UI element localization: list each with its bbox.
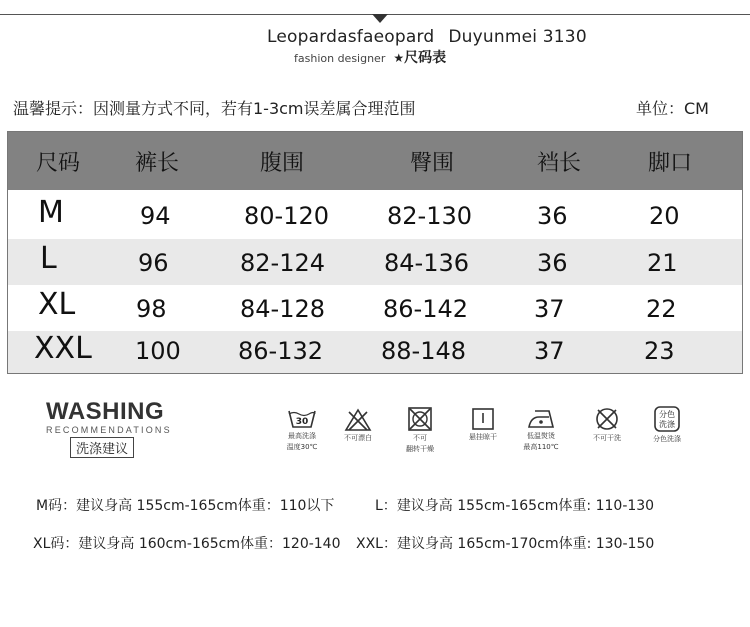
rec-size-label: L：: [375, 498, 397, 514]
header-hip: 臀围: [410, 151, 455, 176]
row-size: XL: [38, 287, 76, 322]
no-bleach-icon: [333, 408, 383, 443]
icon-label: 不可: [413, 434, 427, 442]
header-hem: 脚口: [648, 151, 693, 176]
brand-name: Leopardasfaeopard: [267, 27, 435, 47]
low-iron-icon: [516, 408, 566, 452]
header-size: 尺码: [36, 151, 81, 176]
separate-wash-line1: 分色: [659, 410, 675, 419]
recommendation-m: [36, 495, 334, 515]
row-hem: 23: [644, 337, 675, 365]
row-waist: 84-128: [240, 295, 326, 323]
header-length: 裤长: [135, 151, 180, 176]
washing-title: WASHING: [46, 398, 165, 425]
recommendation-l: [375, 495, 654, 515]
separate-wash-icon: [642, 405, 692, 444]
table-header: [8, 132, 742, 190]
icon-label: 最高洗涤: [288, 432, 316, 440]
row-rise: 37: [534, 337, 565, 365]
icon-label: 低温熨烫: [527, 432, 555, 440]
washing-logo: [46, 400, 172, 458]
row-rise: 37: [534, 295, 565, 323]
rec-size-label: M码：: [36, 498, 77, 514]
subtitle-line: [294, 47, 446, 67]
row-hip: 86-142: [383, 295, 469, 323]
rec-text: 建议身高 165cm-170cm体重: 130-150: [396, 536, 655, 552]
no-tumble-dry-icon: [395, 406, 445, 454]
recommendation-xxl: [356, 533, 654, 553]
washing-subtitle: RECOMMENDATIONS: [46, 425, 172, 435]
row-size: XXL: [34, 331, 92, 366]
row-rise: 36: [537, 202, 568, 230]
measurement-tip: 温馨提示：因测量方式不同，若有1-3cm误差属合理范围: [13, 99, 416, 118]
row-waist: 82-124: [240, 249, 326, 277]
unit-label: 单位：CM: [636, 99, 709, 118]
row-hip: 88-148: [381, 337, 467, 365]
rec-text: 建议身高 155cm-165cm体重：110以下: [76, 498, 335, 514]
row-length: 94: [140, 202, 171, 230]
row-waist: 86-132: [238, 337, 324, 365]
table-row: [8, 331, 742, 373]
designer-subtitle: fashion designer: [294, 52, 386, 65]
icon-label: 不可干洗: [593, 434, 621, 442]
row-size: M: [38, 195, 64, 230]
washing-cn-label: 洗涤建议: [70, 437, 134, 458]
row-size: L: [40, 241, 57, 276]
table-row: [8, 285, 742, 331]
icon-label: 悬挂晾干: [469, 433, 497, 441]
row-length: 100: [135, 337, 181, 365]
chart-title: 尺码表: [404, 50, 447, 66]
row-hip: 84-136: [384, 249, 470, 277]
model-name: Duyunmei 3130: [448, 27, 587, 47]
header-rise: 裆长: [537, 151, 582, 176]
recommendation-xl: [33, 533, 341, 553]
row-rise: 36: [537, 249, 568, 277]
no-dry-clean-icon: [582, 406, 632, 443]
separate-wash-line2: 洗涤: [659, 420, 675, 429]
table-row: [8, 190, 742, 239]
icon-label: 不可漂白: [344, 434, 372, 442]
row-hip: 82-130: [387, 202, 473, 230]
header-waist: 腹围: [260, 151, 305, 176]
rec-size-label: XL码：: [33, 536, 79, 552]
row-length: 98: [136, 295, 167, 323]
row-length: 96: [138, 249, 169, 277]
rec-text: 建议身高 155cm-165cm体重: 110-130: [396, 498, 655, 514]
icon-label: 分色洗涤: [653, 435, 681, 443]
icon-label: 最高110℃: [523, 443, 559, 451]
wash-30-icon: [277, 408, 327, 452]
row-waist: 80-120: [244, 202, 330, 230]
row-hem: 21: [647, 249, 678, 277]
size-table: [7, 131, 743, 374]
row-hem: 20: [649, 202, 680, 230]
icon-label: 温度30℃: [286, 443, 318, 451]
rec-size-label: XXL：: [356, 536, 397, 552]
row-hem: 22: [646, 295, 677, 323]
star-icon: ★: [393, 51, 405, 65]
icon-label: 翻转干燥: [406, 445, 434, 453]
table-row: [8, 239, 742, 285]
hang-dry-icon: [458, 407, 508, 442]
rec-text: 建议身高 160cm-165cm体重：120-140: [78, 536, 341, 552]
down-arrow-icon: [372, 14, 388, 23]
brand-title: [267, 27, 587, 47]
wash-temp-value: 30: [295, 417, 309, 427]
